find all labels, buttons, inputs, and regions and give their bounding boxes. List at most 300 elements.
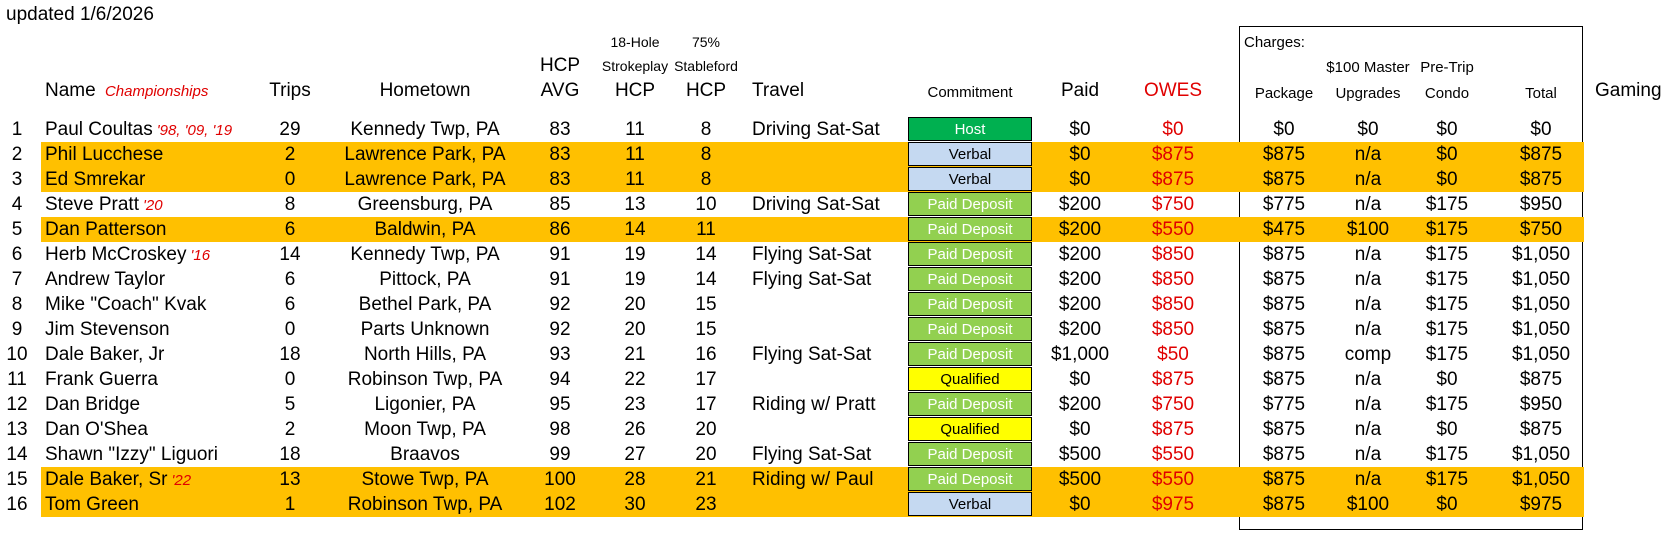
package-charge-text: $875	[1262, 444, 1306, 465]
stableford-hcp-text: 11	[696, 219, 716, 240]
strokeplay-hcp-text: 11	[625, 144, 645, 165]
player-name	[45, 467, 191, 492]
total-charge-text: $0	[1530, 119, 1552, 140]
table-row	[0, 292, 1670, 317]
paid-amount	[1040, 392, 1120, 417]
hcp-avg	[530, 292, 590, 317]
hcp-avg-text: 93	[549, 344, 571, 365]
hcp-avg-text: 102	[544, 494, 576, 515]
trips-count-text: 0	[284, 319, 296, 340]
header-name	[45, 80, 208, 102]
championship-years: '22	[171, 472, 192, 489]
hometown-text: Ligonier, PA	[374, 394, 476, 415]
table-row	[0, 117, 1670, 142]
header-name-label: Name	[45, 80, 96, 101]
hcp-avg	[530, 467, 590, 492]
travel-plan-text: Flying Sat-Sat	[752, 269, 872, 290]
hcp-avg	[530, 267, 590, 292]
header-strokeplay-bottom: HCP	[614, 80, 656, 101]
row-number	[2, 217, 32, 242]
hcp-avg-text: 91	[549, 244, 571, 265]
hometown-text: Bethel Park, PA	[358, 294, 492, 315]
commitment-status-badge: Paid Deposit	[908, 317, 1032, 341]
travel-plan	[752, 392, 876, 417]
header-strokeplay-top2: Strokeplay	[601, 58, 669, 74]
package-charge	[1245, 467, 1323, 492]
total-charge-text: $875	[1519, 419, 1563, 440]
row-number-text: 4	[11, 194, 23, 215]
commitment-status-badge: Qualified	[908, 367, 1032, 391]
table-row	[0, 192, 1670, 217]
owes-amount	[1128, 492, 1218, 517]
player-name-text: Shawn "Izzy" Liguori	[45, 444, 218, 465]
stableford-hcp-text: 10	[695, 194, 717, 215]
player-name-text: Andrew Taylor	[45, 269, 166, 290]
paid-amount-text: $0	[1069, 494, 1091, 515]
total-charge	[1498, 117, 1584, 142]
upgrades-charge-text: n/a	[1354, 469, 1382, 490]
strokeplay-hcp	[600, 267, 670, 292]
player-name	[45, 117, 232, 142]
package-charge-text: $775	[1262, 194, 1306, 215]
header-upgrades-bottom: Upgrades	[1335, 85, 1401, 102]
stableford-hcp-text: 15	[695, 319, 717, 340]
trips-count	[260, 342, 320, 367]
strokeplay-hcp-text: 19	[624, 244, 646, 265]
stableford-hcp-text: 8	[700, 169, 712, 190]
condo-charge-text: $175	[1425, 294, 1469, 315]
row-number-text: 11	[7, 369, 27, 390]
hcp-avg	[530, 367, 590, 392]
table-row	[0, 417, 1670, 442]
paid-amount-text: $1,000	[1050, 344, 1110, 365]
stableford-hcp-text: 15	[695, 294, 717, 315]
trips-count-text: 14	[279, 244, 301, 265]
condo-charge	[1410, 342, 1484, 367]
header-condo-top: Pre-Trip	[1420, 59, 1474, 76]
commitment-status-badge: Paid Deposit	[908, 292, 1032, 316]
upgrades-charge-text: n/a	[1354, 319, 1382, 340]
total-charge-text: $750	[1519, 219, 1563, 240]
owes-amount-text: $850	[1151, 319, 1195, 340]
owes-amount-text: $50	[1157, 344, 1189, 365]
total-charge-text: $1,050	[1511, 244, 1571, 265]
condo-charge	[1410, 467, 1484, 492]
paid-amount	[1040, 492, 1120, 517]
hometown	[320, 117, 530, 142]
total-charge-text: $1,050	[1511, 294, 1571, 315]
owes-amount-text: $850	[1151, 269, 1195, 290]
strokeplay-hcp	[600, 317, 670, 342]
strokeplay-hcp	[600, 117, 670, 142]
hcp-avg	[530, 342, 590, 367]
championship-years: '16	[190, 247, 211, 264]
trips-count-text: 6	[284, 294, 296, 315]
strokeplay-hcp-text: 13	[624, 194, 646, 215]
upgrades-charge	[1327, 442, 1409, 467]
condo-charge	[1410, 167, 1484, 192]
hometown-text: Kennedy Twp, PA	[350, 244, 500, 265]
paid-amount-text: $200	[1058, 194, 1102, 215]
strokeplay-hcp-text: 14	[624, 219, 646, 240]
trips-count	[260, 217, 320, 242]
stableford-hcp-text: 8	[700, 119, 712, 140]
hometown	[320, 292, 530, 317]
player-name	[45, 142, 163, 167]
strokeplay-hcp	[600, 442, 670, 467]
hometown	[320, 467, 530, 492]
strokeplay-hcp-text: 23	[624, 394, 646, 415]
stableford-hcp	[676, 417, 736, 442]
travel-plan-text: Driving Sat-Sat	[752, 119, 880, 140]
header-charges: Charges:	[1244, 34, 1305, 51]
owes-amount-text: $875	[1151, 169, 1195, 190]
hometown	[320, 367, 530, 392]
hometown-text: Lawrence Park, PA	[344, 144, 506, 165]
row-number-text: 2	[11, 144, 23, 165]
row-number-text: 5	[11, 219, 23, 240]
stableford-hcp-text: 17	[695, 394, 717, 415]
player-name	[45, 417, 148, 442]
upgrades-charge	[1327, 192, 1409, 217]
stableford-hcp-text: 20	[695, 419, 717, 440]
package-charge-text: $875	[1262, 144, 1306, 165]
upgrades-charge-text: n/a	[1354, 419, 1382, 440]
condo-charge	[1410, 117, 1484, 142]
upgrades-charge	[1327, 417, 1409, 442]
stableford-hcp	[676, 267, 736, 292]
hometown	[320, 342, 530, 367]
updated-date: updated 1/6/2026	[6, 4, 154, 25]
strokeplay-hcp	[600, 292, 670, 317]
trips-count	[260, 492, 320, 517]
total-charge-text: $1,050	[1511, 344, 1571, 365]
owes-amount	[1128, 267, 1218, 292]
hcp-avg-text: 92	[549, 294, 571, 315]
condo-charge	[1410, 317, 1484, 342]
condo-charge	[1410, 292, 1484, 317]
stableford-hcp	[676, 117, 736, 142]
stableford-hcp-text: 23	[695, 494, 717, 515]
trips-count	[260, 317, 320, 342]
player-name	[45, 242, 210, 267]
strokeplay-hcp-text: 20	[624, 294, 646, 315]
commitment-status-badge: Paid Deposit	[908, 267, 1032, 291]
paid-amount	[1040, 467, 1120, 492]
condo-charge	[1410, 442, 1484, 467]
paid-amount	[1040, 367, 1120, 392]
total-charge	[1498, 167, 1584, 192]
player-name-text: Ed Smrekar	[45, 169, 146, 190]
package-charge	[1245, 417, 1323, 442]
total-charge	[1498, 142, 1584, 167]
strokeplay-hcp	[600, 242, 670, 267]
total-charge	[1498, 192, 1584, 217]
commitment-status-badge: Paid Deposit	[908, 442, 1032, 466]
header-championships: Championships	[104, 83, 209, 100]
table-row	[0, 317, 1670, 342]
owes-amount-text: $850	[1151, 294, 1195, 315]
trips-count	[260, 442, 320, 467]
condo-charge-text: $175	[1425, 244, 1469, 265]
paid-amount	[1040, 342, 1120, 367]
paid-amount-text: $0	[1069, 419, 1091, 440]
strokeplay-hcp-text: 26	[624, 419, 646, 440]
condo-charge-text: $0	[1436, 369, 1458, 390]
package-charge	[1245, 367, 1323, 392]
package-charge-text: $875	[1262, 419, 1306, 440]
player-name-text: Mike "Coach" Kvak	[45, 294, 207, 315]
row-number-text: 14	[6, 444, 28, 465]
upgrades-charge	[1327, 317, 1409, 342]
commitment-status-badge: Paid Deposit	[908, 217, 1032, 241]
total-charge-text: $1,050	[1511, 444, 1571, 465]
row-number-text: 10	[6, 344, 28, 365]
commitment-status-badge: Verbal	[908, 142, 1032, 166]
trips-count	[260, 392, 320, 417]
stableford-hcp-text: 17	[695, 369, 717, 390]
table-row	[0, 142, 1670, 167]
stableford-hcp	[676, 217, 736, 242]
package-charge	[1245, 242, 1323, 267]
paid-amount	[1040, 142, 1120, 167]
condo-charge	[1410, 267, 1484, 292]
paid-amount	[1040, 267, 1120, 292]
condo-charge-text: $175	[1425, 319, 1469, 340]
paid-amount-text: $200	[1058, 219, 1102, 240]
travel-plan	[752, 242, 871, 267]
championship-years: '98, '09, '19	[156, 122, 233, 139]
hcp-avg-text: 83	[549, 169, 571, 190]
commitment-status-badge: Qualified	[908, 417, 1032, 441]
package-charge	[1245, 342, 1323, 367]
travel-plan-text: Riding w/ Paul	[752, 469, 874, 490]
upgrades-charge-text: n/a	[1354, 394, 1382, 415]
paid-amount-text: $200	[1058, 269, 1102, 290]
row-number	[2, 317, 32, 342]
travel-plan-text: Flying Sat-Sat	[752, 344, 872, 365]
travel-plan	[752, 192, 880, 217]
commitment-status-badge: Verbal	[908, 167, 1032, 191]
total-charge	[1498, 217, 1584, 242]
row-number	[2, 467, 32, 492]
owes-amount	[1128, 317, 1218, 342]
hometown-text: Braavos	[390, 444, 460, 465]
package-charge	[1245, 442, 1323, 467]
row-number	[2, 342, 32, 367]
header-stableford-bottom: HCP	[685, 80, 727, 101]
owes-amount-text: $0	[1162, 119, 1184, 140]
row-number	[2, 242, 32, 267]
championship-years: '20	[143, 197, 163, 214]
upgrades-charge	[1327, 117, 1409, 142]
owes-amount-text: $550	[1151, 444, 1195, 465]
condo-charge-text: $0	[1436, 144, 1458, 165]
hometown	[320, 142, 530, 167]
header-package: Package	[1254, 85, 1314, 102]
row-number-text: 9	[11, 319, 23, 340]
total-charge-text: $950	[1519, 194, 1563, 215]
condo-charge	[1410, 417, 1484, 442]
hometown-text: Stowe Twp, PA	[361, 469, 489, 490]
owes-amount	[1128, 442, 1218, 467]
stableford-hcp	[676, 367, 736, 392]
hcp-avg-text: 94	[549, 369, 571, 390]
upgrades-charge-text: $100	[1346, 219, 1390, 240]
player-name	[45, 342, 164, 367]
player-name	[45, 392, 140, 417]
condo-charge	[1410, 242, 1484, 267]
owes-amount	[1128, 292, 1218, 317]
paid-amount	[1040, 317, 1120, 342]
commitment-status-badge: Host	[908, 117, 1032, 141]
package-charge-text: $875	[1262, 294, 1306, 315]
total-charge-text: $950	[1519, 394, 1563, 415]
hcp-avg-text: 92	[549, 319, 571, 340]
stableford-hcp	[676, 392, 736, 417]
commitment-status-badge: Paid Deposit	[908, 192, 1032, 216]
hometown-text: Robinson Twp, PA	[347, 494, 503, 515]
owes-amount-text: $875	[1151, 144, 1195, 165]
table-row	[0, 217, 1670, 242]
hometown-text: Greensburg, PA	[357, 194, 493, 215]
paid-amount	[1040, 192, 1120, 217]
total-charge	[1498, 292, 1584, 317]
condo-charge-text: $0	[1436, 494, 1458, 515]
condo-charge	[1410, 367, 1484, 392]
row-number-text: 7	[11, 269, 23, 290]
total-charge-text: $1,050	[1511, 269, 1571, 290]
player-name-text: Dan Bridge	[45, 394, 141, 415]
strokeplay-hcp	[600, 417, 670, 442]
hometown	[320, 217, 530, 242]
hcp-avg-text: 98	[549, 419, 571, 440]
package-charge-text: $875	[1262, 244, 1306, 265]
package-charge-text: $875	[1262, 469, 1306, 490]
hometown-text: Pittock, PA	[379, 269, 471, 290]
hometown	[320, 417, 530, 442]
player-name	[45, 492, 139, 517]
owes-amount	[1128, 117, 1218, 142]
strokeplay-hcp	[600, 192, 670, 217]
trips-count	[260, 367, 320, 392]
stableford-hcp-text: 20	[695, 444, 717, 465]
trips-count-text: 5	[284, 394, 296, 415]
upgrades-charge-text: n/a	[1354, 444, 1382, 465]
stableford-hcp	[676, 317, 736, 342]
owes-amount-text: $550	[1151, 469, 1195, 490]
upgrades-charge-text: $100	[1346, 494, 1390, 515]
hometown	[320, 442, 530, 467]
hcp-avg	[530, 392, 590, 417]
travel-plan	[752, 342, 871, 367]
upgrades-charge	[1327, 217, 1409, 242]
condo-charge-text: $175	[1425, 344, 1469, 365]
condo-charge	[1410, 217, 1484, 242]
package-charge-text: $875	[1262, 494, 1306, 515]
header-stableford-top1: 75%	[691, 34, 721, 50]
condo-charge	[1410, 492, 1484, 517]
condo-charge-text: $175	[1425, 469, 1469, 490]
travel-plan	[752, 117, 880, 142]
header-owes: OWES	[1143, 80, 1203, 101]
package-charge	[1245, 392, 1323, 417]
paid-amount	[1040, 117, 1120, 142]
strokeplay-hcp	[600, 467, 670, 492]
hometown	[320, 192, 530, 217]
trips-count-text: 0	[284, 369, 296, 390]
hcp-avg-text: 86	[549, 219, 571, 240]
hcp-avg-text: 83	[549, 144, 571, 165]
total-charge	[1498, 367, 1584, 392]
stableford-hcp	[676, 492, 736, 517]
trips-count	[260, 467, 320, 492]
stableford-hcp-text: 8	[700, 144, 712, 165]
hcp-avg-text: 99	[549, 444, 571, 465]
table-row	[0, 467, 1670, 492]
table-row	[0, 492, 1670, 517]
travel-plan-text: Flying Sat-Sat	[752, 444, 872, 465]
owes-amount	[1128, 342, 1218, 367]
package-charge	[1245, 117, 1323, 142]
paid-amount-text: $500	[1058, 444, 1102, 465]
trips-count-text: 13	[279, 469, 301, 490]
trips-count-text: 6	[284, 219, 296, 240]
condo-charge-text: $0	[1436, 419, 1458, 440]
player-name-text: Herb McCroskey	[45, 244, 187, 265]
upgrades-charge	[1327, 467, 1409, 492]
condo-charge-text: $0	[1436, 169, 1458, 190]
player-name-text: Steve Pratt	[45, 194, 139, 215]
hcp-avg	[530, 217, 590, 242]
hometown-text: Moon Twp, PA	[364, 419, 486, 440]
hcp-avg-text: 85	[549, 194, 571, 215]
stableford-hcp-text: 14	[695, 244, 717, 265]
total-charge	[1498, 242, 1584, 267]
header-hometown: Hometown	[379, 80, 471, 101]
row-number	[2, 417, 32, 442]
table-row	[0, 392, 1670, 417]
owes-amount	[1128, 392, 1218, 417]
upgrades-charge-text: $0	[1357, 119, 1379, 140]
upgrades-charge	[1327, 492, 1409, 517]
header-trips: Trips	[269, 80, 311, 101]
paid-amount	[1040, 167, 1120, 192]
header-commitment: Commitment	[927, 84, 1013, 101]
player-name-text: Phil Lucchese	[45, 144, 164, 165]
owes-amount	[1128, 217, 1218, 242]
paid-amount-text: $0	[1069, 369, 1091, 390]
package-charge-text: $875	[1262, 169, 1306, 190]
owes-amount-text: $975	[1151, 494, 1195, 515]
package-charge-text: $875	[1262, 344, 1306, 365]
strokeplay-hcp-text: 21	[624, 344, 646, 365]
row-number	[2, 167, 32, 192]
hometown-text: Baldwin, PA	[374, 219, 476, 240]
trips-count-text: 8	[284, 194, 296, 215]
strokeplay-hcp	[600, 217, 670, 242]
table-row	[0, 242, 1670, 267]
paid-amount-text: $200	[1058, 394, 1102, 415]
package-charge	[1245, 167, 1323, 192]
trips-count-text: 18	[279, 444, 301, 465]
player-name-text: Dale Baker, Sr	[45, 469, 168, 490]
player-name	[45, 317, 170, 342]
row-number	[2, 142, 32, 167]
condo-charge-text: $175	[1425, 444, 1469, 465]
total-charge	[1498, 392, 1584, 417]
paid-amount-text: $200	[1058, 319, 1102, 340]
